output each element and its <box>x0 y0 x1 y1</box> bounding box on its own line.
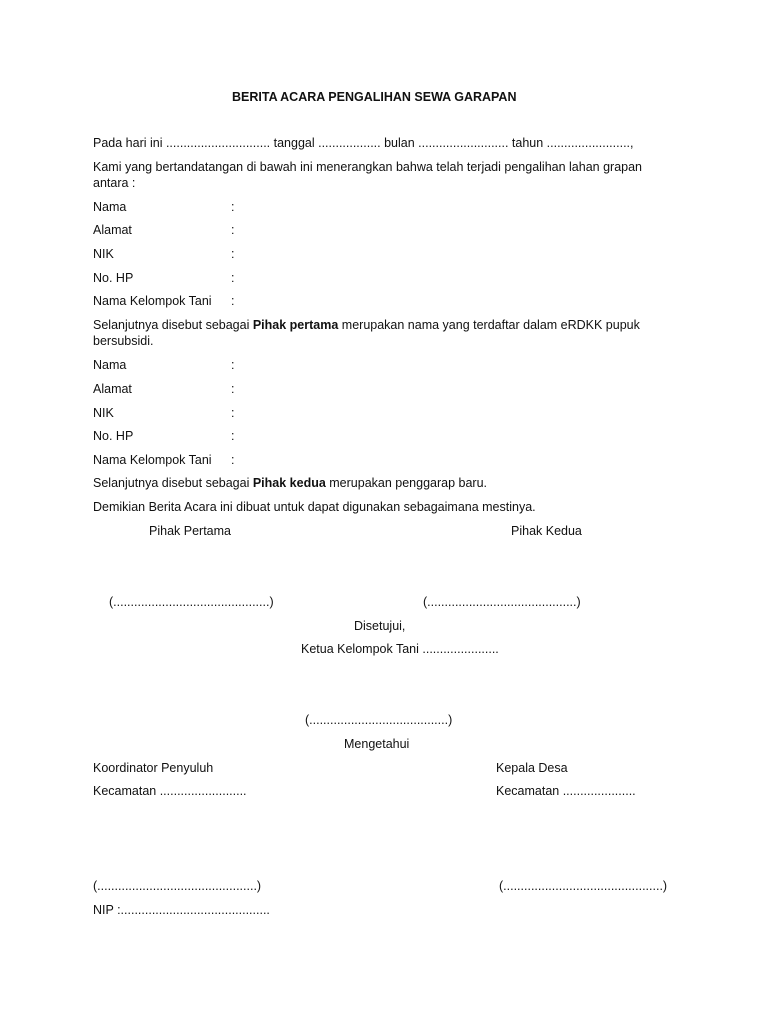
party2-desc-after: merupakan penggarap baru. <box>325 476 488 490</box>
party1-description <box>93 317 640 333</box>
disetujui-heading: Disetujui, <box>354 619 406 633</box>
ketua-signature: (........................................) <box>305 713 453 727</box>
closing-statement: Demikian Berita Acara ini dibuat untuk dapat digunakan sebagaimana mestinya. <box>93 500 536 514</box>
field-colon: : <box>231 294 235 308</box>
kecamatan-right: Kecamatan ..................... <box>496 784 636 798</box>
party2-desc-bold: Pihak kedua <box>252 476 326 490</box>
party1-desc-before: Selanjutnya disebut sebagai <box>93 318 253 332</box>
statement-line-2: antara : <box>93 176 136 190</box>
pihak-pertama-signature: (.............................................) <box>109 595 274 609</box>
mengetahui-heading: Mengetahui <box>344 737 410 751</box>
pihak-kedua-signature: (...........................................) <box>423 595 581 609</box>
kecamatan-left: Kecamatan ......................... <box>93 784 247 798</box>
field-colon: : <box>231 406 235 420</box>
party2-description <box>93 475 487 491</box>
field-colon: : <box>231 223 235 237</box>
field-colon: : <box>231 453 235 467</box>
field-colon: : <box>231 429 235 443</box>
field-colon: : <box>231 200 235 214</box>
party2-field-kelompok: Nama Kelompok Tani <box>93 453 212 467</box>
kepala-desa: Kepala Desa <box>496 761 568 775</box>
pihak-kedua-heading: Pihak Kedua <box>511 524 582 538</box>
document-title: BERITA ACARA PENGALIHAN SEWA GARAPAN <box>232 90 517 104</box>
koordinator-penyuluh: Koordinator Penyuluh <box>93 761 214 775</box>
party2-field-hp: No. HP <box>93 429 134 443</box>
field-colon: : <box>231 358 235 372</box>
party1-desc-bold: Pihak pertama <box>252 318 339 332</box>
nip-line: NIP :........................................... <box>93 903 270 917</box>
party2-field-nama: Nama <box>93 358 127 372</box>
party1-field-alamat: Alamat <box>93 223 132 237</box>
party1-field-kelompok: Nama Kelompok Tani <box>93 294 212 308</box>
field-colon: : <box>231 271 235 285</box>
party1-field-hp: No. HP <box>93 271 134 285</box>
party1-field-nama: Nama <box>93 200 127 214</box>
pihak-pertama-heading: Pihak Pertama <box>149 524 231 538</box>
party1-desc-after: merupakan nama yang terdaftar dalam eRDKK pupuk <box>338 318 640 332</box>
party2-field-alamat: Alamat <box>93 382 132 396</box>
ketua-kelompok-tani: Ketua Kelompok Tani ...................... <box>301 642 499 656</box>
opening-line: Pada hari ini .............................. tanggal .................. bulan .......................... tahun ........................, <box>93 136 634 150</box>
party2-desc-before: Selanjutnya disebut sebagai <box>93 476 253 490</box>
party2-field-nik: NIK <box>93 406 114 420</box>
party1-description-line2: bersubsidi. <box>93 334 154 348</box>
field-colon: : <box>231 382 235 396</box>
koordinator-signature: (..............................................) <box>93 879 262 893</box>
party1-field-nik: NIK <box>93 247 114 261</box>
field-colon: : <box>231 247 235 261</box>
kepala-desa-signature: (..............................................) <box>499 879 668 893</box>
statement-line-1: Kami yang bertandatangan di bawah ini menerangkan bahwa telah terjadi pengalihan lahan grapan <box>93 160 643 174</box>
